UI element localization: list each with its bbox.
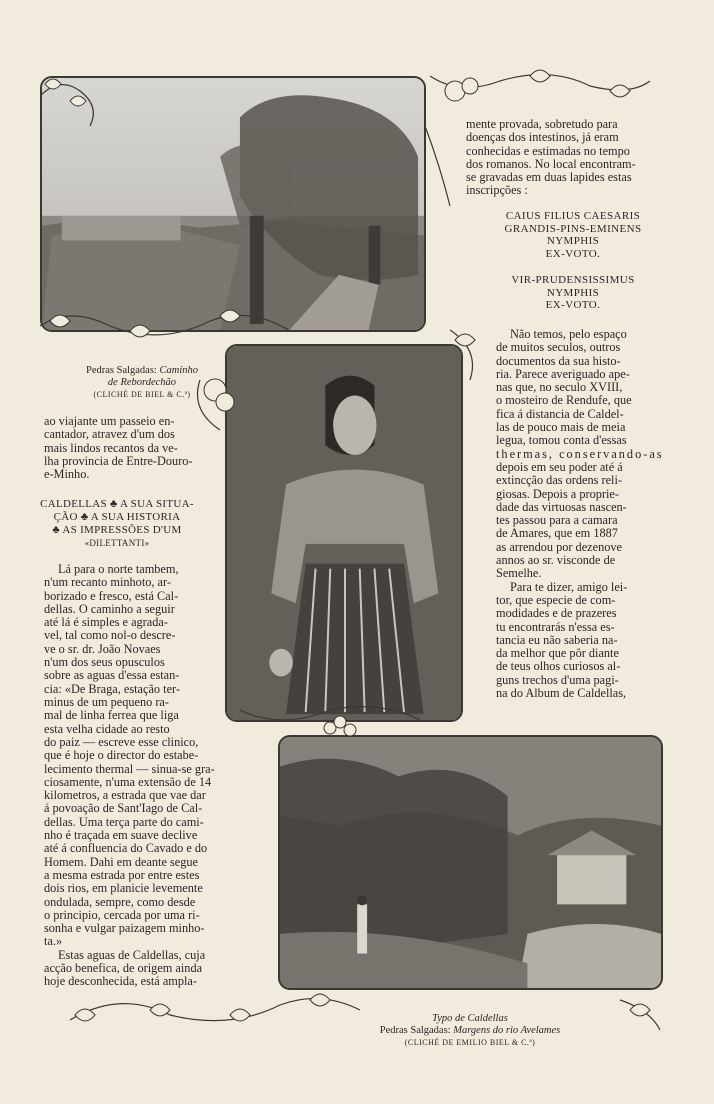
text-line: ta.» [44,934,63,949]
text-line: dellas. Uma terça parte do cami- [44,814,204,829]
photo-middle-caption: Typo de Caldellas [432,1013,508,1024]
text-line: até á confluencia do Cavado e do [44,841,208,856]
text-line: ve o sr. dr. João Novaes [44,641,161,656]
text-line: guns trechos d'uma pagi- [496,672,619,687]
text-line: sonha e vulgar paizagem minho- [44,921,205,936]
text-line: legua, tomou conta d'essas [496,433,627,448]
inscription-line: EX-VOTO. [545,247,601,260]
caption-title: Margens do rio Avelames [453,1025,561,1036]
inscription-line: NYMPHIS [546,286,600,299]
text-line: cantador, atravez d'um dos [44,427,175,442]
photo-typo-caldellas [225,344,463,722]
text-line: hoje desconhecida, está ampla- [44,974,197,989]
left-column-body [44,563,224,736]
text-line: ciosamente, n'uma extensão de 14 [44,774,212,789]
text-line: kilometros, a estrada que vae dar [44,788,206,803]
text-line: de Amares, que em 1887 [496,526,618,541]
text-line: tes passou para a camara [496,513,618,528]
text-line: ondulada, sempre, como desde [44,894,196,909]
text-line: dellas. O caminho a seguir [44,601,175,616]
text-line: mais lindos recantos da ve- [44,440,178,455]
text-line: tor, que especie de com- [496,592,616,607]
inscription-line: VIR-PRUDENSISSIMUS [511,274,635,286]
text-line: giosas. Depois a proprie- [496,486,619,501]
text-line: até lá é simples e agrada- [44,615,168,630]
left-column-top [44,415,222,481]
heading-line: «DILETTANTI» [84,538,150,548]
caption-title-2: de Rebordechão [107,377,177,388]
heading-line: ♣ AS IMPRESSÕES D'UM [52,524,182,536]
text-line: lha provincia de Entre-Douro- [44,453,193,468]
text-line: sobre as aguas d'essa estan- [44,668,180,683]
text-line: mente provada, sobretudo para [466,117,618,131]
text-line: conhecidas e estimadas no tempo [466,143,630,158]
text-line: n'um recanto minhoto, ar- [44,575,171,590]
text-line: documentos da sua histo- [496,353,621,368]
text-line: doenças dos intestinos, já eram [466,130,619,145]
text-line: e-Minho. [44,467,90,482]
text-line: nho é traçada em suave declive [44,828,198,843]
photo-rebordechao [40,76,426,332]
inscription-line: NYMPHIS [546,235,600,247]
text-line: las de pouco mais de meia [496,420,626,435]
inscription-1 [466,210,680,260]
text-line: á povoação de Sant'Iago de Cal- [44,801,203,816]
left-column-body-wide [44,736,230,989]
text-line: lecimento thermal — sinua-se gra- [44,761,215,776]
caption-place: Pedras Salgadas: [85,365,157,376]
caption-credit: (CLICHÉ DE BIEL & C.ª) [93,390,191,399]
caption-place: Pedras Salgadas: [379,1025,451,1036]
text-line: ria. Parece averiguado ape- [496,366,630,381]
text-line: que é hoje o director do estabe- [44,748,199,763]
text-line: da melhor que pôr diante [496,646,619,661]
inscription-line: CAIUS FILIUS CAESARIS [505,210,641,222]
photo-top-caption [44,365,240,401]
photo-rio-avelames [278,735,663,990]
right-column-body [496,328,680,700]
text-line: Não temos, pelo espaço [510,327,627,341]
text-line: nas que, no seculo XVIII, [496,380,623,395]
text-line: Lá para o norte tambem, [58,562,179,576]
text-line: extincção das ordens reli- [496,473,622,488]
text-line: Semelhe. [496,566,542,581]
text-line: Para te dizer, amigo lei- [510,579,628,594]
text-line: de teus olhos curiosos al- [496,659,621,674]
text-line: tu encontrarás n'essa es- [496,619,615,634]
text-line: o mosteiro de Rendufe, que [496,393,632,408]
text-line: esta velha cidade ao resto [44,721,170,736]
text-line: fica á distancia de Caldel- [496,406,624,421]
text-line: se gravadas em duas lapides estas [466,170,632,185]
text-line: do paiz — escreve esse clinico, [44,735,199,749]
right-column-top [466,118,680,198]
text-line: acção benefica, de origem ainda [44,961,203,976]
section-heading [34,498,200,550]
text-line: n'um dos seus opusculos [44,655,165,670]
text-line: na do Album de Caldellas, [496,686,627,701]
heading-line: ÇÃO ♣ A SUA HISTORIA [53,511,181,523]
text-line: thermas, conservando-as [496,446,664,461]
text-line: dade das virtuosas nascen- [496,499,627,514]
text-line: Estas aguas de Caldellas, cuja [58,947,206,962]
text-line: mal de linha ferrea que liga [44,708,179,723]
inscription-line: EX-VOTO. [545,299,601,311]
text-line: annos ao sr. visconde de [496,553,616,568]
text-line: vel, tal como nol-o descre- [44,628,176,643]
photo-bottom-caption [345,1025,595,1049]
inscription-line: GRANDIS-PINS-EMINENS [504,222,642,235]
text-line: depois em seu poder até á [496,459,623,474]
inscription-2 [466,274,680,312]
text-line: as arrendou por dezenove [496,539,622,554]
text-line: tancia eu não saberia na- [496,632,618,647]
text-line: Homem. Dahi em deante segue [44,854,198,869]
text-line: cia: «De Braga, estação ter- [44,681,180,696]
text-line: o principio, cercada por uma ri- [44,907,200,922]
caption-credit: (CLICHÉ DE EMILIO BIEL & C.ª) [404,1038,536,1047]
text-line: modidades e de prazeres [496,606,617,621]
text-line: dois rios, em planicie levemente [44,881,203,896]
text-line: ao viajante um passeio en- [44,414,175,428]
text-line: borizado e fresco, está Cal- [44,588,179,603]
text-line: de muitos seculos, outros [496,340,621,355]
text-line: inscripções : [466,183,528,198]
caption-title: Caminho [159,365,198,376]
text-line: a mesma estrada por entre estes [44,867,200,882]
heading-line: CALDELLAS ♣ A SUA SITUA- [40,498,194,510]
text-line: dos romanos. No local encontram- [466,156,636,171]
text-line: minus de um pequeno ra- [44,694,169,709]
